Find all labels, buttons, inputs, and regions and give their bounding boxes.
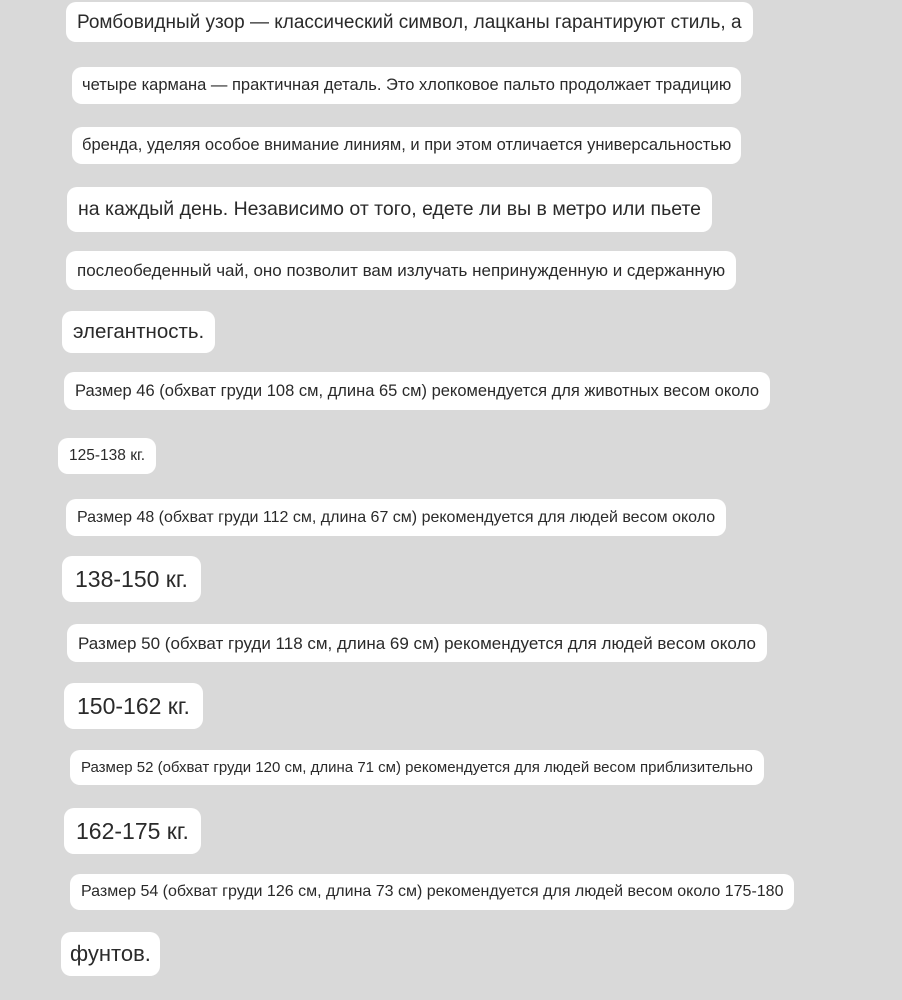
size-50-weight: 150-162 кг. [64,683,203,729]
size-52-line: Размер 52 (обхват груди 120 см, длина 71 см) рекомендуется для людей весом приблизительно [70,750,764,785]
description-line-3: бренда, уделяя особое внимание линиям, и при этом отличается универсальностью [72,127,741,164]
description-line-4: на каждый день. Независимо от того, едете ли вы в метро или пьете [67,187,712,232]
size-46-weight: 125-138 кг. [58,438,156,474]
description-line-6: элегантность. [62,311,215,353]
size-48-weight: 138-150 кг. [62,556,201,602]
size-54-line: Размер 54 (обхват груди 126 см, длина 73 см) рекомендуется для людей весом около 175-180 [70,874,794,910]
size-50-line: Размер 50 (обхват груди 118 см, длина 69 см) рекомендуется для людей весом около [67,624,767,662]
size-52-weight: 162-175 кг. [64,808,201,854]
description-line-1: Ромбовидный узор — классический символ, лацканы гарантируют стиль, а [66,2,753,42]
description-line-2: четыре кармана — практичная деталь. Это хлопковое пальто продолжает традицию [72,67,741,104]
size-48-line: Размер 48 (обхват груди 112 см, длина 67 см) рекомендуется для людей весом около [66,499,726,536]
size-46-line: Размер 46 (обхват груди 108 см, длина 65 см) рекомендуется для животных весом около [64,372,770,410]
description-line-5: послеобеденный чай, оно позволит вам излучать непринужденную и сдержанную [66,251,736,290]
size-54-weight: фунтов. [61,932,160,976]
